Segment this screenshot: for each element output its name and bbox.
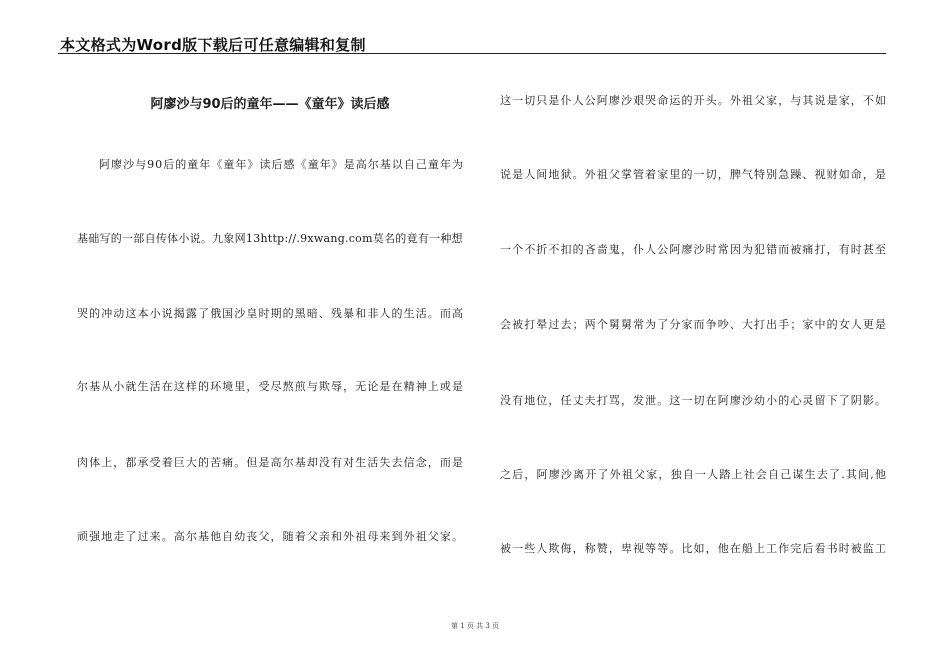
body-line: 基础写的一部自传体小说。九象网13http://.9xwang.com莫名的竟有一种想 [77,232,463,245]
body-line: 之后，阿廖沙离开了外祖父家，独自一人踏上社会自己谋生去了.其间,他 [500,468,888,481]
body-line: 说是人间地狱。外祖父掌管着家里的一切，脾气特别急躁、视财如命，是 [500,168,888,181]
body-line: 哭的冲动这本小说揭露了俄国沙皇时期的黑暗、残暴和非人的生活。而高 [77,307,465,320]
body-line: 尔基从小就生活在这样的环境里，受尽熬煎与欺辱，无论是在精神上或是 [77,380,465,393]
body-line: 阿廖沙与90后的童年《童年》读后感《童年》是高尔基以自己童年为 [99,158,465,171]
body-line: 这一切只是仆人公阿廖沙艰哭命运的开头。外祖父家，与其说是家，不如 [500,94,888,107]
header-rule [58,53,886,54]
body-line: 肉体上，都承受着巨大的苦痛。但是高尔基却没有对生活失去信念，而是 [77,456,465,469]
header-banner: 本文格式为Word版下载后可任意编辑和复制 [60,36,366,54]
body-line: 会被打晕过去；两个舅舅常为了分家而争吵、大打出手；家中的女人更是 [500,318,888,331]
body-line: 顽强地走了过来。高尔基他自幼丧父，随着父亲和外祖母来到外祖父家。 [77,530,465,543]
body-line: 被一些人欺侮，称赞，卑视等等。比如，他在船上工作完后看书时被监工 [500,542,888,555]
body-line: 一个不折不扣的吝啬鬼，仆人公阿廖沙时常因为犯错而被痛打，有时甚至 [500,243,888,256]
page-footer: 第 1 页 共 3 页 [450,622,500,630]
body-line: 没有地位，任丈夫打骂，发泄。这一切在阿廖沙幼小的心灵留下了阴影。 [500,394,888,407]
document-title: 阿廖沙与90后的童年——《童年》读后感 [150,97,390,112]
